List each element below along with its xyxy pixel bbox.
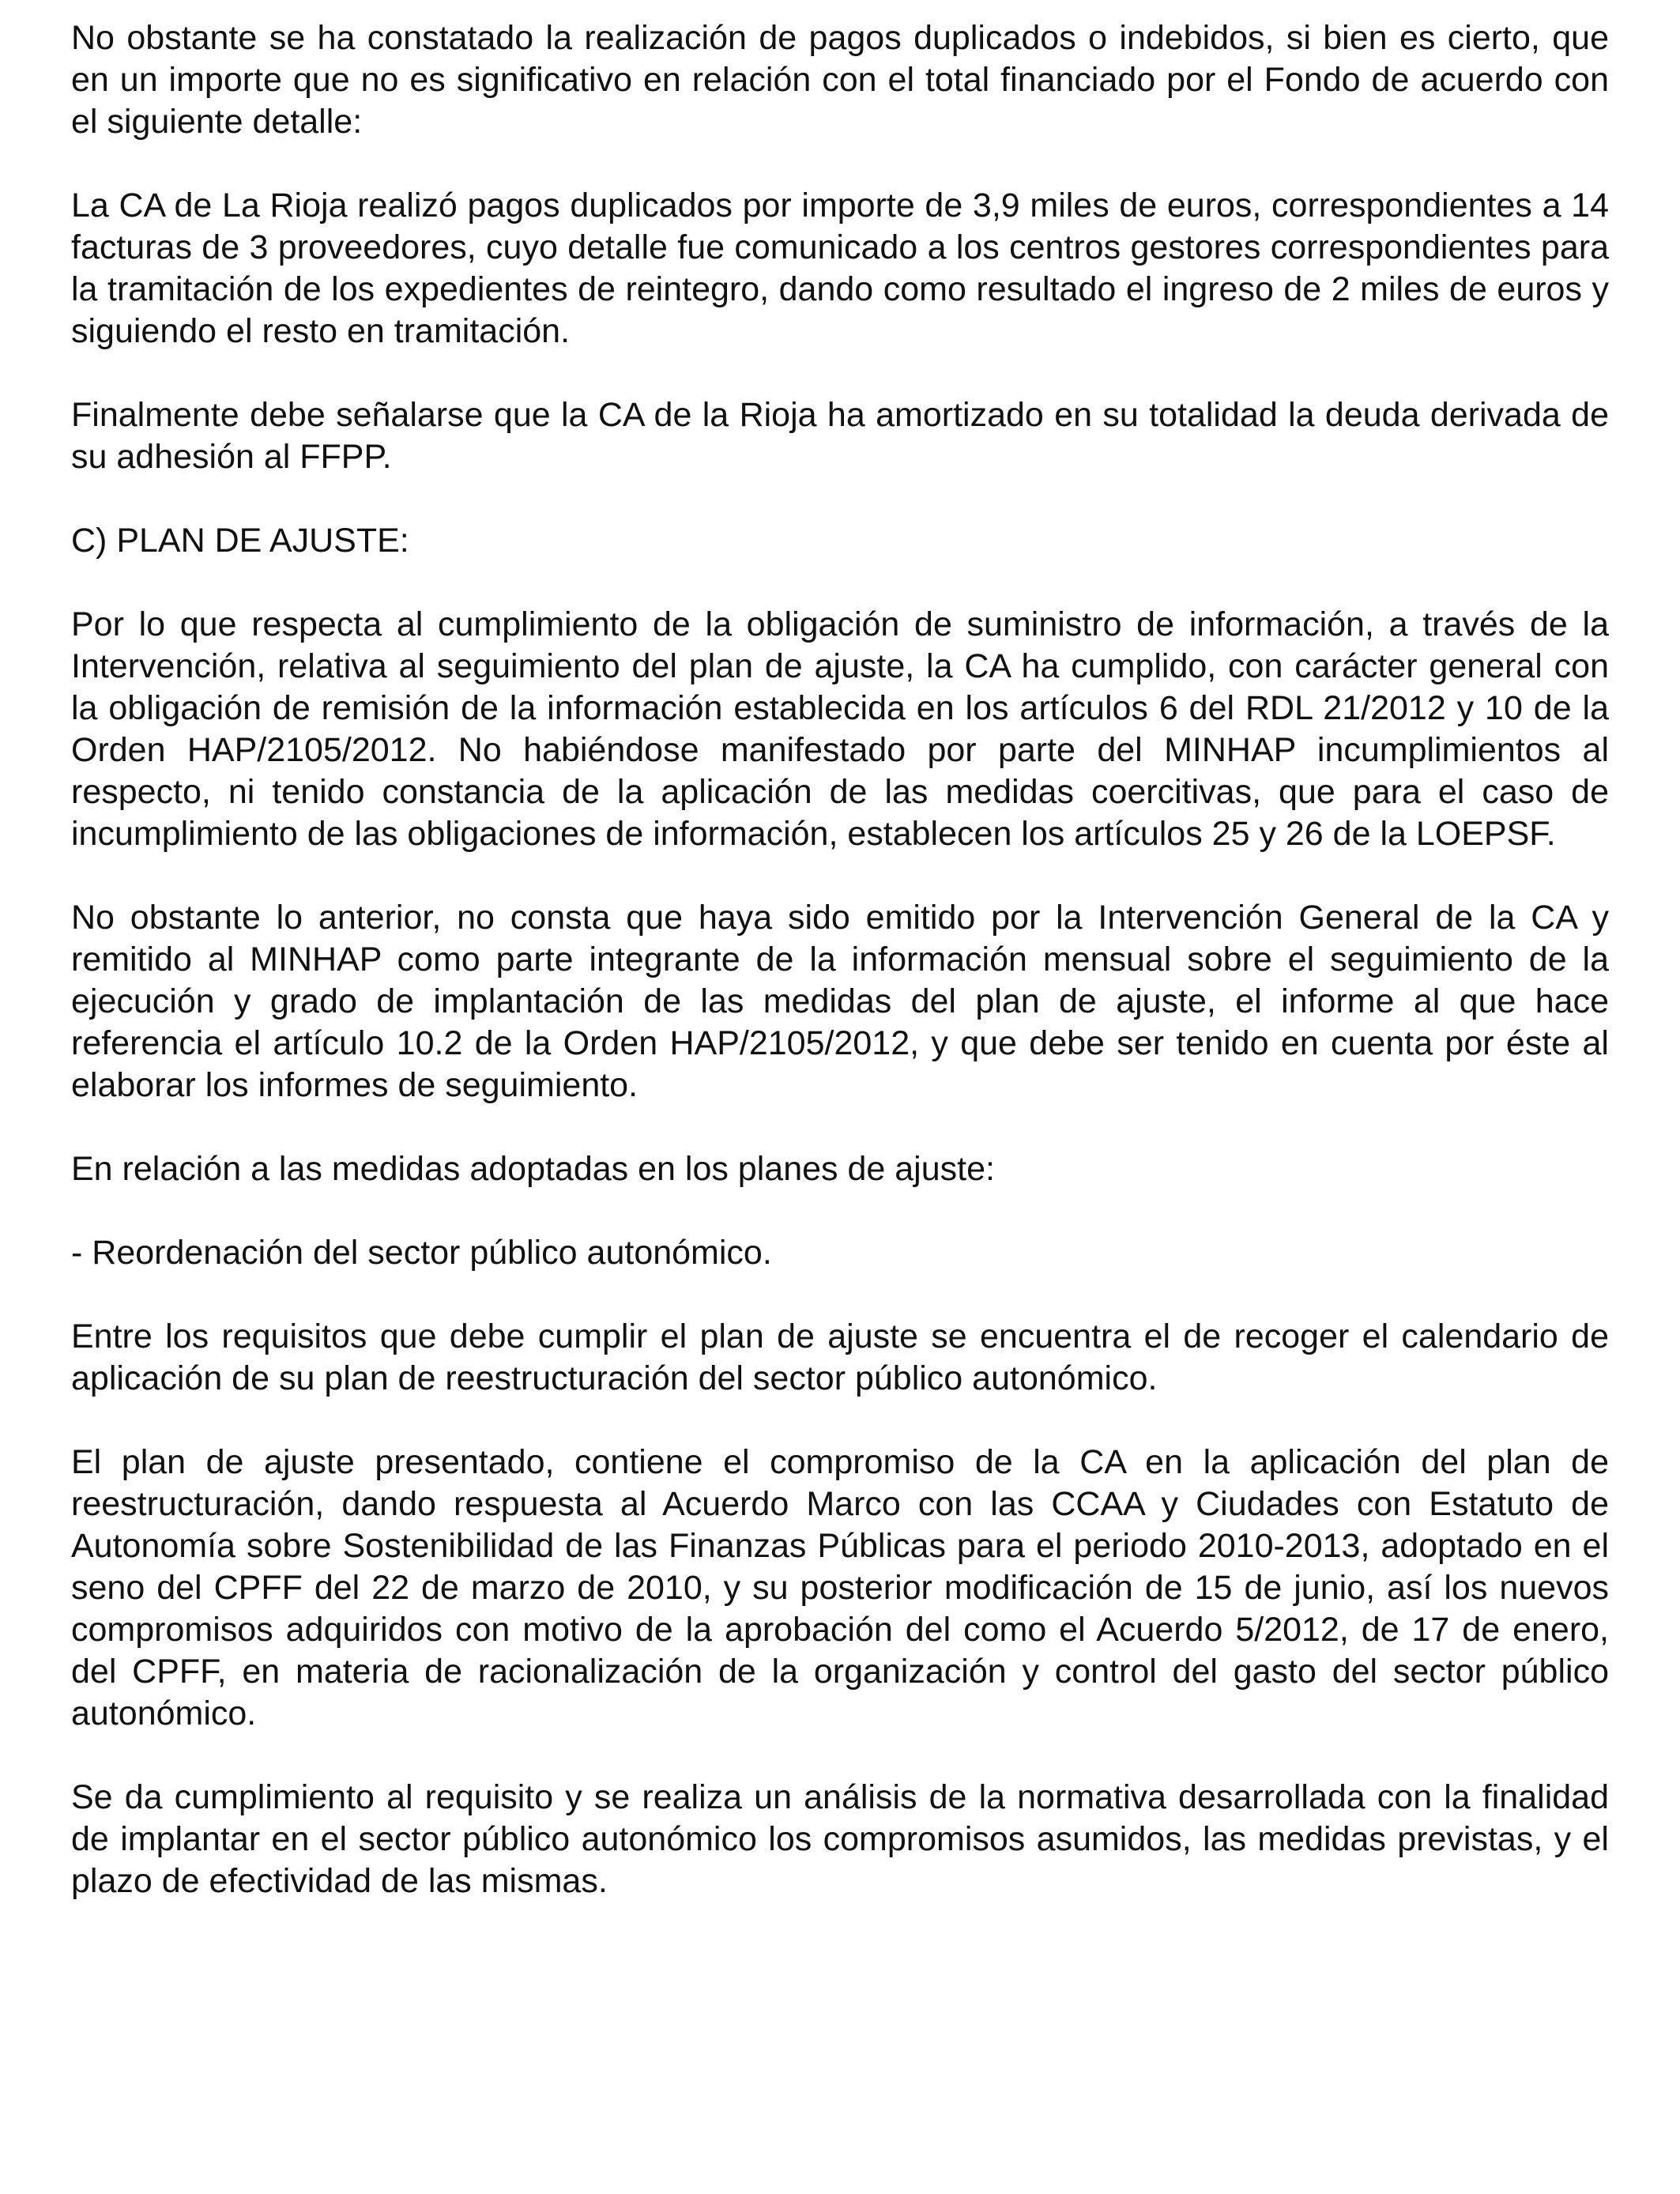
paragraph-suministro-informacion: Por lo que respecta al cumplimiento de la obligación de suministro de información, a través de la Intervención, relativa al seguimiento del plan de ajuste, la CA ha cumplido, con carácter general con la obligación de remisión de la información establecida en los artículos 6 del RDL 21/2012 y 10 de la Orden HAP/2105/2012. No habiéndose manifestado por parte del MINHAP incumplimientos al respecto, ni tenido constancia de la aplicación de las medidas coercitivas, que para el caso de incumplimiento de las obligaciones de información, establecen los artículos 25 y 26 de la LOEPSF.: [71, 605, 1609, 853]
paragraph-plan-presentado: El plan de ajuste presentado, contiene el compromiso de la CA en la aplicación del plan de reestructuración, dando respuesta al Acuerdo Marco con las CCAA y Ciudades con Estatuto de Autonomía sobre Sostenibilidad de las Finanzas Públicas para el periodo 2010-2013, adoptado en el seno del CPFF del 22 de marzo de 2010, y su posterior modificación de 15 de junio, así los nuevos compromisos adquiridos con motivo de la aprobación del como el Acuerdo 5/2012, de 17 de enero, del CPFF, en materia de racionalización de la organización y control del gasto del sector público autonómico.: [71, 1443, 1609, 1732]
paragraph-requisitos-plan: Entre los requisitos que debe cumplir el plan de ajuste se encuentra el de recoger el calendario de aplicación de su plan de reestructuración del sector público autonómico.: [71, 1318, 1609, 1397]
list-item-reordenacion: - Reordenación del sector público autonómico.: [71, 1234, 772, 1272]
paragraph-cumplimiento-requisito: Se da cumplimiento al requisito y se realiza un análisis de la normativa desarrollada con la finalidad de implantar en el sector público autonómico los compromisos asumidos, las medidas previstas, y el plazo de efectividad de las mismas.: [71, 1778, 1609, 1900]
section-heading-plan-de-ajuste: C) PLAN DE AJUSTE:: [71, 522, 409, 560]
paragraph-la-rioja-pagos: La CA de La Rioja realizó pagos duplicados por importe de 3,9 miles de euros, correspondientes a 14 facturas de 3 proveedores, cuyo detalle fue comunicado a los centros gestores correspondientes para la tramitación de los expedientes de reintegro, dando como resultado el ingreso de 2 miles de euros y siguiendo el resto en tramitación.: [71, 187, 1609, 350]
paragraph-pagos-duplicados: No obstante se ha constatado la realización de pagos duplicados o indebidos, si bien es cierto, que en un importe que no es significativo en relación con el total financiado por el Fondo de acuerdo con el siguiente detalle:: [71, 19, 1609, 141]
paragraph-medidas-adoptadas: En relación a las medidas adoptadas en los planes de ajuste:: [71, 1150, 995, 1188]
paragraph-informe-intervencion: No obstante lo anterior, no consta que haya sido emitido por la Intervención General de la CA y remitido al MINHAP como parte integrante de la información mensual sobre el seguimiento de la ejecución y grado de implantación de las medidas del plan de ajuste, el informe al que hace referencia el artículo 10.2 de la Orden HAP/2105/2012, y que debe ser tenido en cuenta por éste al elaborar los informes de seguimiento.: [71, 899, 1609, 1104]
paragraph-amortizacion-deuda: Finalmente debe señalarse que la CA de la Rioja ha amortizado en su totalidad la deuda derivada de su adhesión al FFPP.: [71, 396, 1609, 476]
document-body: [71, 17, 1609, 1944]
